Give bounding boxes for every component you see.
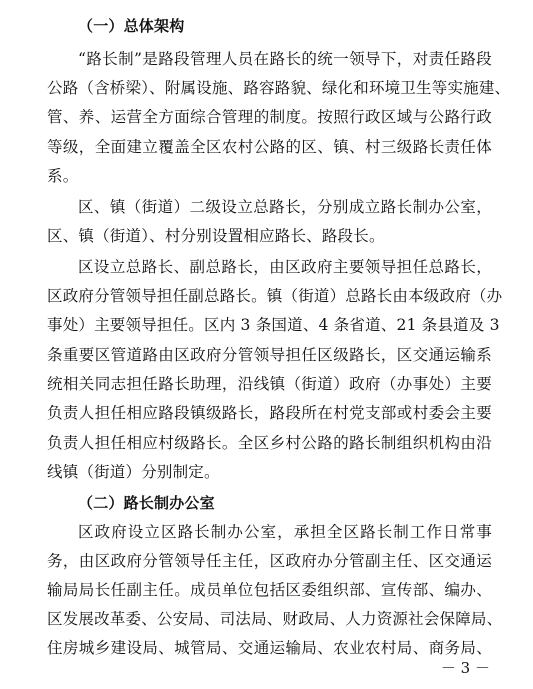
paragraph-line: 管、养、运营全方面综合管理的制度。按照行政区域与公路行政: [47, 108, 492, 126]
section-heading-road-chief-office: （二）路长制办公室: [78, 494, 215, 512]
paragraph-line: 务，由区政府分管领导任主任，区政府办分管副主任、区交通运: [47, 552, 492, 570]
paragraph-line: 线镇（街道）分别制定。: [47, 463, 220, 481]
paragraph-line: 住房城乡建设局、城管局、交通运输局、农业农村局、商务局、: [47, 639, 492, 657]
paragraph-line: 区政府分管领导担任副总路长。镇（街道）总路长由本级政府（办: [47, 287, 503, 305]
paragraph-line: 区、镇（街道）二级设立总路长，分别成立路长制办公室，: [78, 198, 492, 216]
paragraph-line: 条重要区管道路由区政府分管领导担任区级路长，区交通运输系: [47, 346, 492, 364]
paragraph-line: 区发展改革委、公安局、司法局、财政局、人力资源社会保障局、: [47, 610, 503, 628]
paragraph-line: 区政府设立区路长制办公室，承担全区路长制工作日常事: [78, 523, 492, 541]
paragraph-line: “路长制”是路段管理人员在路长的统一领导下，对责任路段: [78, 50, 492, 68]
paragraph-line: 等级，全面建立覆盖全区农村公路的区、镇、村三级路长责任体: [47, 138, 492, 156]
paragraph-line: 系。: [47, 167, 79, 185]
paragraph-line: 区设立总路长、副总路长，由区政府主要领导担任总路长，: [78, 258, 492, 276]
paragraph-line: 公路（含桥梁）、附属设施、路容路貌、绿化和环境卫生等实施建、: [47, 79, 511, 97]
paragraph-line: 负责人担任相应路段镇级路长，路段所在村党支部或村委会主要: [47, 404, 492, 422]
paragraph-line: 统相关同志担任路长助理，沿线镇（街道）政府（办事处）主要: [47, 375, 492, 393]
paragraph-line: 负责人担任相应村级路长。全区乡村公路的路长制组织机构由沿: [47, 434, 492, 452]
paragraph-line: 区、镇（街道）、村分别设置相应路长、路段长。: [47, 227, 385, 245]
page-number: － 3 －: [440, 659, 490, 677]
paragraph-line: 事处）主要领导担任。区内 3 条国道、4 条省道、21 条县道及 3: [47, 316, 500, 334]
section-heading-overall-structure: （一）总体架构: [78, 17, 185, 35]
paragraph-line: 输局局长任副主任。成员单位包括区委组织部、宣传部、编办、: [47, 581, 492, 599]
